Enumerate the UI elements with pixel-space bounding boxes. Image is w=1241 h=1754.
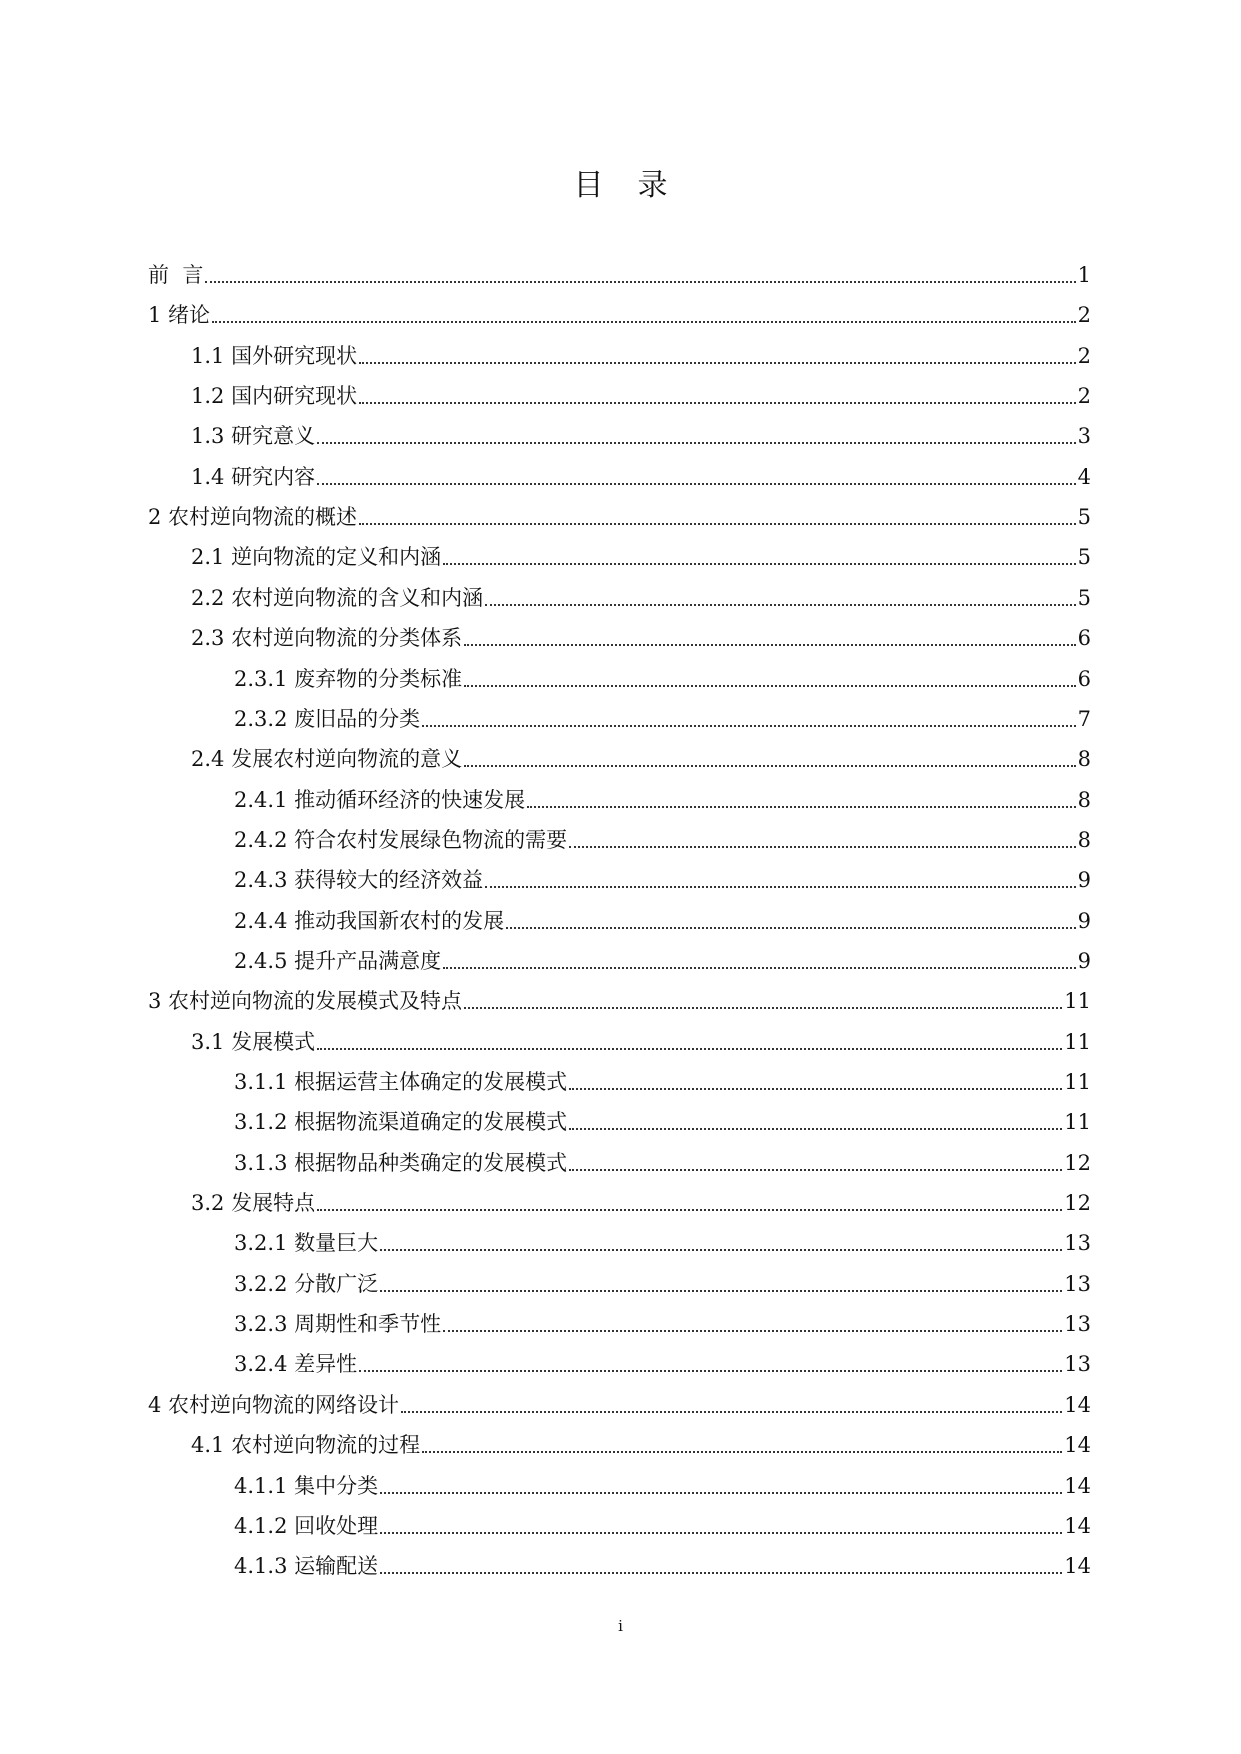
- toc-entry-title: 2 农村逆向物流的概述: [148, 505, 358, 529]
- toc-dot-leader: [569, 1169, 1062, 1171]
- toc-entry-page-number: 11: [1064, 1110, 1091, 1134]
- toc-dot-leader: [380, 1492, 1062, 1494]
- toc-entry-page-number: 1: [1077, 263, 1091, 287]
- toc-entry-page-number: 13: [1064, 1231, 1091, 1255]
- toc-entry[interactable]: [234, 904, 1091, 938]
- toc-entry[interactable]: [234, 1307, 1091, 1341]
- toc-entry-title: 3.2.2 分散广泛: [234, 1272, 379, 1296]
- toc-entry[interactable]: [234, 1469, 1091, 1503]
- toc-dot-leader: [506, 927, 1076, 929]
- toc-entry[interactable]: [191, 581, 1091, 615]
- toc-entry-title: 3.1.3 根据物品种类确定的发展模式: [234, 1151, 568, 1175]
- toc-entry[interactable]: [234, 1146, 1091, 1180]
- toc-entry-title: 4.1.3 运输配送: [234, 1554, 379, 1578]
- toc-entry-page-number: 5: [1077, 505, 1091, 529]
- toc-dot-leader: [443, 1330, 1062, 1332]
- toc-entry[interactable]: [191, 1025, 1091, 1059]
- toc-entry-title: 3.1 发展模式: [191, 1030, 316, 1054]
- toc-entry[interactable]: [148, 258, 1091, 292]
- toc-entry[interactable]: [191, 621, 1091, 655]
- toc-entry-page-number: 8: [1077, 747, 1091, 771]
- toc-dot-leader: [485, 886, 1076, 888]
- toc-dot-leader: [569, 846, 1076, 848]
- toc-entry-page-number: 6: [1077, 626, 1091, 650]
- toc-entry-page-number: 11: [1064, 989, 1091, 1013]
- toc-dot-leader: [205, 281, 1075, 283]
- toc-entry-title: 2.4.3 获得较大的经济效益: [234, 868, 484, 892]
- toc-entry[interactable]: [191, 339, 1091, 373]
- toc-dot-leader: [464, 1007, 1062, 1009]
- toc-dot-leader: [380, 1572, 1062, 1574]
- toc-entry-title: 3.2.3 周期性和季节性: [234, 1312, 442, 1336]
- toc-entry[interactable]: [234, 662, 1091, 696]
- toc-entry-title: 2.4 发展农村逆向物流的意义: [191, 747, 463, 771]
- toc-entry-page-number: 6: [1077, 667, 1091, 691]
- toc-entry-title: 2.4.5 提升产品满意度: [234, 949, 442, 973]
- toc-entry-page-number: 13: [1064, 1272, 1091, 1296]
- toc-entry[interactable]: [234, 1105, 1091, 1139]
- page-number-footer: i: [618, 1617, 623, 1635]
- toc-entry[interactable]: [148, 298, 1091, 332]
- toc-entry-page-number: 13: [1064, 1352, 1091, 1376]
- toc-entry[interactable]: [234, 702, 1091, 736]
- toc-dot-leader: [317, 442, 1076, 444]
- toc-dot-leader: [317, 1048, 1062, 1050]
- toc-entry-title: 3.2.4 差异性: [234, 1352, 358, 1376]
- toc-entry-page-number: 5: [1077, 545, 1091, 569]
- toc-dot-leader: [380, 1290, 1062, 1292]
- toc-entry-title: 3.2.1 数量巨大: [234, 1231, 379, 1255]
- toc-entry-page-number: 14: [1064, 1474, 1091, 1498]
- toc-dot-leader: [380, 1249, 1062, 1251]
- toc-entry[interactable]: [234, 944, 1091, 978]
- toc-entry-page-number: 2: [1077, 384, 1091, 408]
- toc-dot-leader: [212, 321, 1076, 323]
- toc-entry-page-number: 4: [1077, 465, 1091, 489]
- toc-dot-leader: [359, 523, 1076, 525]
- toc-entry-title: 3.1.2 根据物流渠道确定的发展模式: [234, 1110, 568, 1134]
- toc-entry-page-number: 9: [1077, 909, 1091, 933]
- toc-entry-page-number: 14: [1064, 1554, 1091, 1578]
- toc-dot-leader: [401, 1411, 1062, 1413]
- toc-entry-page-number: 2: [1077, 303, 1091, 327]
- toc-entry-title: 4 农村逆向物流的网络设计: [148, 1393, 400, 1417]
- toc-entry-title: 1.2 国内研究现状: [191, 384, 358, 408]
- toc-entry-title: 1.1 国外研究现状: [191, 344, 358, 368]
- toc-entry-title: 3 农村逆向物流的发展模式及特点: [148, 989, 463, 1013]
- toc-entry-title: 2.4.1 推动循环经济的快速发展: [234, 788, 526, 812]
- toc-entry[interactable]: [191, 460, 1091, 494]
- toc-entry-title: 前 言: [148, 263, 204, 287]
- toc-entry-page-number: 11: [1064, 1070, 1091, 1094]
- toc-entry-page-number: 8: [1077, 828, 1091, 852]
- toc-dot-leader: [359, 402, 1076, 404]
- toc-dot-leader: [443, 967, 1076, 969]
- toc-entry[interactable]: [191, 742, 1091, 776]
- toc-entry[interactable]: [234, 863, 1091, 897]
- toc-dot-leader: [422, 725, 1076, 727]
- toc-dot-leader: [443, 563, 1076, 565]
- toc-dot-leader: [317, 1209, 1062, 1211]
- toc-entry[interactable]: [234, 1347, 1091, 1381]
- toc-dot-leader: [464, 765, 1076, 767]
- toc-dot-leader: [317, 483, 1076, 485]
- toc-entry-page-number: 13: [1064, 1312, 1091, 1336]
- toc-entry-title: 2.3.1 废弃物的分类标准: [234, 667, 463, 691]
- toc-entry-title: 1 绪论: [148, 303, 211, 327]
- toc-entry-title: 1.3 研究意义: [191, 424, 316, 448]
- toc-entry[interactable]: [191, 1186, 1091, 1220]
- toc-entry-title: 4.1.1 集中分类: [234, 1474, 379, 1498]
- toc-dot-leader: [464, 685, 1076, 687]
- toc-entry-page-number: 11: [1064, 1030, 1091, 1054]
- toc-entry-page-number: 12: [1064, 1151, 1091, 1175]
- toc-entry[interactable]: [234, 1509, 1091, 1543]
- toc-entry-page-number: 8: [1077, 788, 1091, 812]
- toc-entry-page-number: 5: [1077, 586, 1091, 610]
- toc-entry-page-number: 12: [1064, 1191, 1091, 1215]
- toc-entry-page-number: 14: [1064, 1514, 1091, 1538]
- toc-entry-title: 1.4 研究内容: [191, 465, 316, 489]
- toc-entry[interactable]: [191, 540, 1091, 574]
- toc-entry-page-number: 2: [1077, 344, 1091, 368]
- toc-dot-leader: [485, 604, 1076, 606]
- toc-entry[interactable]: [234, 783, 1091, 817]
- toc-entry-page-number: 3: [1077, 424, 1091, 448]
- toc-entry[interactable]: [191, 379, 1091, 413]
- toc-dot-leader: [359, 362, 1076, 364]
- toc-entry[interactable]: [191, 1428, 1091, 1462]
- toc-entry-title: 2.1 逆向物流的定义和内涵: [191, 545, 442, 569]
- toc-dot-leader: [527, 806, 1076, 808]
- toc-entry-title: 2.3.2 废旧品的分类: [234, 707, 421, 731]
- toc-dot-leader: [359, 1370, 1062, 1372]
- toc-entry-page-number: 7: [1077, 707, 1091, 731]
- toc-dot-leader: [380, 1532, 1062, 1534]
- toc-entry[interactable]: [148, 500, 1091, 534]
- toc-entry[interactable]: [234, 1267, 1091, 1301]
- toc-dot-leader: [464, 644, 1076, 646]
- toc-dot-leader: [569, 1088, 1062, 1090]
- toc-entry[interactable]: [234, 823, 1091, 857]
- toc-entry-title: 3.1.1 根据运营主体确定的发展模式: [234, 1070, 568, 1094]
- toc-entry-title: 4.1 农村逆向物流的过程: [191, 1433, 421, 1457]
- toc-entry-title: 4.1.2 回收处理: [234, 1514, 379, 1538]
- toc-entry-page-number: 14: [1064, 1433, 1091, 1457]
- toc-title-char-1: 目: [573, 168, 604, 203]
- toc-dot-leader: [569, 1128, 1062, 1130]
- toc-dot-leader: [422, 1451, 1062, 1453]
- toc-title: [0, 160, 1241, 204]
- toc-entry[interactable]: [234, 1549, 1091, 1583]
- toc-entry-title: 2.4.4 推动我国新农村的发展: [234, 909, 505, 933]
- toc-entry[interactable]: [191, 419, 1091, 453]
- toc-entry-title: 2.4.2 符合农村发展绿色物流的需要: [234, 828, 568, 852]
- toc-entry-title: 2.2 农村逆向物流的含义和内涵: [191, 586, 484, 610]
- toc-entry-title: 3.2 发展特点: [191, 1191, 316, 1215]
- toc-title-char-2: 录: [637, 168, 668, 203]
- toc-entry[interactable]: [148, 1388, 1091, 1422]
- toc-entry-page-number: 14: [1064, 1393, 1091, 1417]
- toc-entry[interactable]: [148, 984, 1091, 1018]
- toc-entry-page-number: 9: [1077, 949, 1091, 973]
- toc-entry[interactable]: [234, 1226, 1091, 1260]
- toc-entry-page-number: 9: [1077, 868, 1091, 892]
- toc-entry-title: 2.3 农村逆向物流的分类体系: [191, 626, 463, 650]
- toc-entry[interactable]: [234, 1065, 1091, 1099]
